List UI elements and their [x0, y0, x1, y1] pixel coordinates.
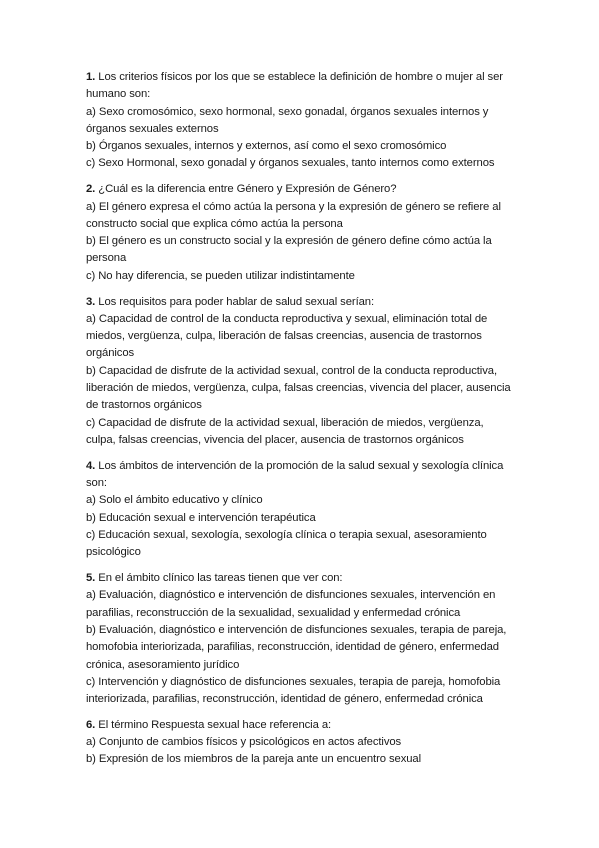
option-b: b) Órganos sexuales, internos y externos, así como el sexo cromosómico	[86, 140, 447, 153]
option-a: a) El género expresa el cómo actúa la persona y la expresión de género se refiere al constructo social que explica cómo actúa la persona	[86, 200, 501, 230]
question-text	[86, 717, 516, 734]
option-c: c) No hay diferencia, se pueden utilizar indistintamente	[86, 269, 355, 282]
option-a: a) Capacidad de control de la conducta reproductiva y sexual, eliminación total de miedos, vergüenza, culpa, liberación de falsas creencias, ausencia de trastornos orgánicos	[86, 312, 488, 360]
question-stem: Los criterios físicos por los que se establece la definición de hombre o mujer al ser humano son:	[86, 71, 503, 101]
question-6	[86, 717, 516, 769]
question-number: 3.	[86, 295, 96, 308]
question-number: 1.	[86, 71, 96, 83]
option-a: a) Solo el ámbito educativo y clínico	[86, 494, 263, 507]
option-c: c) Educación sexual, sexología, sexología clínica o terapia sexual, asesoramiento psicológico	[86, 528, 487, 559]
question-number: 5.	[86, 572, 96, 585]
question-stem: Los ámbitos de intervención de la promoción de la salud sexual y sexología clínica son:	[86, 459, 504, 490]
option-b: b) Expresión de los miembros de la pareja ante un encuentro sexual	[86, 753, 422, 766]
question-number: 2.	[86, 183, 96, 196]
option-b: b) Capacidad de disfrute de la actividad sexual, control de la conducta reproductiva, liberación de miedos, vergüenza, culpa, falsas creencias, vivencia del placer, ausencia de trastornos orgánicos	[86, 364, 511, 412]
option-a: a) Sexo cromosómico, sexo hormonal, sexo gonadal, órganos sexuales internos y órganos sexuales externos	[86, 105, 489, 135]
question-text	[86, 69, 516, 104]
question-5	[86, 570, 516, 708]
option-b: b) El género es un constructo social y la expresión de género define cómo actúa la persona	[86, 235, 492, 265]
question-stem: En el ámbito clínico las tareas tienen que ver con:	[95, 572, 343, 585]
question-text	[86, 458, 516, 493]
question-2	[86, 181, 516, 285]
document-page	[86, 69, 516, 777]
option-c: c) Capacidad de disfrute de la actividad sexual, liberación de miedos, vergüenza, culpa, falsas creencias, vivencia del placer, ausencia de trastornos orgánicos	[86, 416, 484, 446]
question-text	[86, 181, 516, 198]
question-text	[86, 294, 516, 311]
question-number: 4.	[86, 459, 96, 472]
question-stem: El término Respuesta sexual hace referencia a:	[95, 718, 332, 731]
question-number: 6.	[86, 718, 96, 731]
option-b: b) Evaluación, diagnóstico e intervención de disfunciones sexuales, terapia de pareja, homofobia interiorizada, parafilias, reconstrucción, identidad de género, enfermedad crónica, asesoramiento jurídico	[86, 623, 507, 671]
question-stem: Los requisitos para poder hablar de salud sexual serían:	[95, 295, 375, 308]
question-text	[86, 570, 516, 587]
option-c: c) Sexo Hormonal, sexo gonadal y órganos sexuales, tanto internos como externos	[86, 157, 495, 170]
option-a: a) Evaluación, diagnóstico e intervención de disfunciones sexuales, intervención en parafilias, reconstrucción de la sexualidad, sexualidad y enfermedad crónica	[86, 589, 496, 619]
question-stem: ¿Cuál es la diferencia entre Género y Expresión de Género?	[95, 183, 397, 196]
question-1	[86, 69, 516, 173]
question-3	[86, 294, 516, 450]
option-a: a) Conjunto de cambios físicos y psicológicos en actos afectivos	[86, 736, 402, 749]
question-4	[86, 458, 516, 562]
option-c: c) Intervención y diagnóstico de disfunciones sexuales, terapia de pareja, homofobia interiorizada, parafilias, reconstrucción, identidad de género, enfermedad crónica	[86, 675, 501, 706]
option-b: b) Educación sexual e intervención terapéutica	[86, 511, 316, 524]
